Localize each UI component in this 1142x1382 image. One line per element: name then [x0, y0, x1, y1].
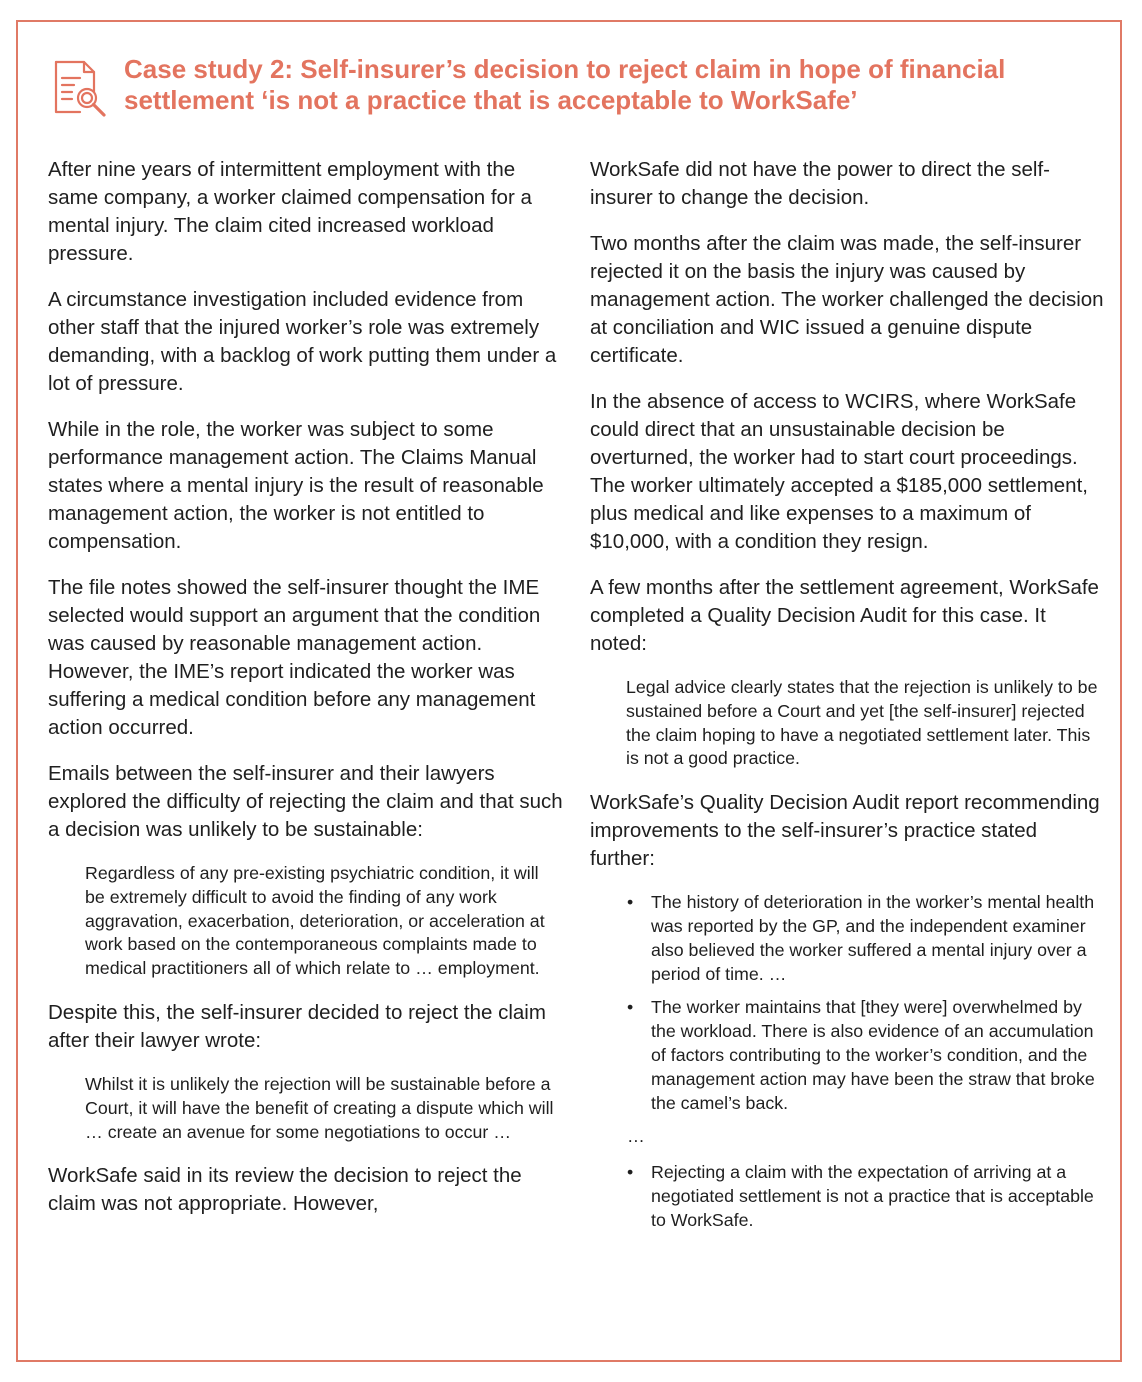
- paragraph: A few months after the settlement agreement, WorkSafe completed a Quality Decision Audit for this case. It noted:: [590, 576, 1099, 655]
- paragraph: After nine years of intermittent employment with the same company, a worker claimed compensation for a mental injury. The claim cited increased workload pressure.: [48, 158, 532, 265]
- paragraph: A circumstance investigation included evidence from other staff that the injured worker’s role was extremely demanding, with a backlog of work putting them under a lot of pressure.: [48, 288, 557, 395]
- case-study-header: [50, 54, 1110, 124]
- document-search-icon: [50, 58, 110, 118]
- paragraph: WorkSafe said in its review the decision to reject the claim was not appropriate. However,: [48, 1164, 522, 1216]
- paragraph: In the absence of access to WCIRS, where WorkSafe could direct that an unsustainable decision be overturned, the worker had to start court proceedings. The worker ultimately accepted a $185,000 settlement, plus medical and like expenses to a maximum of $10,000, with a condition they resign.: [590, 390, 1088, 553]
- bullet-list: [590, 891, 1105, 1115]
- paragraph: Emails between the self-insurer and their lawyers explored the difficulty of rejecting the claim and that such a decision was unlikely to be sustainable:: [48, 762, 563, 841]
- right-column: [590, 156, 1105, 1243]
- paragraph: While in the role, the worker was subject to some performance management action. The Claims Manual states where a mental injury is the result of reasonable management action, the worker is not entitled to compensation.: [48, 418, 544, 553]
- paragraph: Two months after the claim was made, the self-insurer rejected it on the basis the injury was caused by management action. The worker challenged the decision at conciliation and WIC issued a genuine dispute certificate.: [590, 232, 1104, 367]
- list-item: • Rejecting a claim with the expectation of arriving at a negotiated settlement is not a practice that is acceptable to WorkSafe.: [627, 1161, 1105, 1232]
- bullet-list: [590, 1161, 1105, 1232]
- block-quote: Regardless of any pre-existing psychiatric condition, it will be extremely difficult to avoid the finding of any work aggravation, exacerbation, deterioration, or acceleration at work based on the contemporaneous complaints made to medical practitioners all of which relate to … employment.: [85, 863, 545, 979]
- block-quote: Whilst it is unlikely the rejection will be sustainable before a Court, it will have the benefit of creating a dispute which will … create an avenue for some negotiations to occur …: [85, 1073, 554, 1142]
- paragraph: WorkSafe did not have the power to direct the self-insurer to change the decision.: [590, 158, 1050, 209]
- list-item: • The history of deterioration in the worker’s mental health was reported by the GP, and the independent examiner also believed the worker suffered a mental injury over a period of time. …: [627, 891, 1105, 986]
- left-column: [48, 156, 563, 1236]
- paragraph: WorkSafe’s Quality Decision Audit report recommending improvements to the self-insurer’s practice stated further:: [590, 791, 1100, 871]
- paragraph: The file notes showed the self-insurer thought the IME selected would support an argument that the condition was caused by reasonable management action. However, the IME’s report indicated the worker was suffering a medical condition before any management action occurred.: [48, 576, 541, 739]
- omission-ellipsis: …: [627, 1126, 645, 1147]
- list-item: • The worker maintains that [they were] overwhelmed by the workload. There is also evidence of an accumulation of factors contributing to the worker’s condition, and the management action may have been the straw that broke the camel’s back.: [627, 996, 1105, 1115]
- paragraph: Despite this, the self-insurer decided to reject the claim after their lawyer wrote:: [48, 1000, 546, 1052]
- block-quote: Legal advice clearly states that the rejection is unlikely to be sustained before a Court and yet [the self-insurer] rejected the claim hoping to have a negotiated settlement later. This is not a good practice.: [626, 677, 1098, 769]
- case-study-title: Case study 2: Self-insurer’s decision to reject claim in hope of financial settlement ‘is not a practice that is acceptable to WorkSafe’: [124, 54, 1006, 115]
